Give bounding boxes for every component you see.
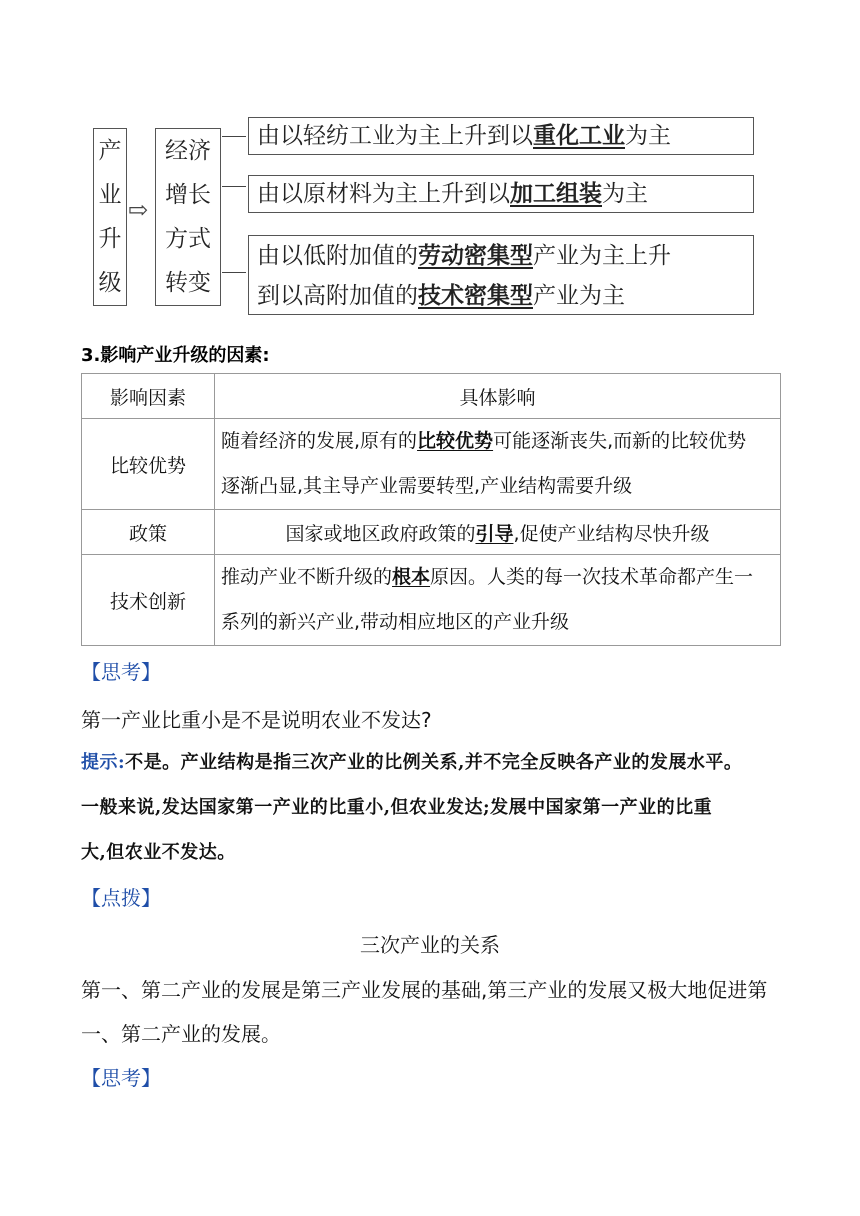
- cell-keyword: 比较优势: [417, 430, 494, 452]
- tip-text: 一、第二产业的发展。: [81, 1022, 281, 1046]
- effect-cell: [215, 419, 781, 510]
- box-char: 级: [98, 270, 122, 296]
- cell-line: [221, 419, 774, 464]
- cell-line: [221, 555, 774, 600]
- factor-cell: 政策: [82, 510, 215, 555]
- item-text: 为主: [625, 123, 671, 149]
- factors-table: [81, 373, 781, 646]
- hint-line: [81, 748, 742, 774]
- item-keyword: 劳动密集型: [418, 242, 533, 269]
- cell-keyword: 引导: [475, 522, 514, 545]
- cell-text: 随着经济的发展,原有的: [221, 430, 418, 452]
- cell-text: 可能逐渐丧失,而新的比较优势: [493, 430, 747, 452]
- think-question: 第一产业比重小是不是说明农业不发达?: [81, 708, 432, 732]
- effect-cell: [215, 510, 781, 555]
- connector-line: [222, 272, 246, 273]
- cell-text: 推动产业不断升级的: [221, 566, 393, 588]
- upgrade-item-1: [248, 117, 754, 155]
- box-char: 转变: [165, 270, 211, 296]
- cell-line: 逐渐凸显,其主导产业需要转型,产业结构需要升级: [221, 475, 633, 497]
- table-row: [82, 419, 781, 510]
- item-text: 由以原材料为主上升到以: [257, 181, 510, 207]
- box-char: 增长: [165, 182, 211, 208]
- item-line: [257, 236, 745, 276]
- growth-mode-box: [155, 128, 221, 306]
- tip-title: 三次产业的关系: [360, 933, 500, 957]
- item-text: 产业为主上升: [533, 243, 671, 269]
- hint-line: 一般来说,发达国家第一产业的比重小,但农业发达;发展中国家第一产业的比重: [81, 797, 713, 818]
- item-keyword: 加工组装: [510, 180, 602, 207]
- cell-text: 国家或地区政府政策的: [285, 522, 476, 545]
- cell-text: ,促使产业结构尽快升级: [513, 522, 710, 545]
- industry-upgrade-box: [93, 128, 127, 306]
- item-line: [257, 276, 745, 316]
- table-row: [82, 510, 781, 555]
- hint-text: 不是。产业结构是指三次产业的比例关系,并不完全反映各产业的发展水平。: [125, 752, 743, 773]
- box-char: 业: [98, 182, 122, 208]
- item-text: 由以低附加值的: [257, 243, 418, 269]
- table-row: [82, 555, 781, 646]
- item-keyword: 重化工业: [533, 122, 625, 149]
- item-keyword: 技术密集型: [418, 282, 533, 309]
- item-text: 产业为主: [533, 283, 625, 309]
- cell-text: 原因。人类的每一次技术革命都产生一: [430, 566, 754, 588]
- arrow-icon: ⇨: [128, 196, 149, 224]
- box-char: 升: [98, 226, 122, 252]
- table-header-row: [82, 374, 781, 419]
- hint-label: 提示:: [81, 752, 126, 773]
- effect-cell: [215, 555, 781, 646]
- item-text: 为主: [602, 181, 648, 207]
- item-text: 到以高附加值的: [257, 283, 418, 309]
- box-char: 经济: [165, 138, 211, 164]
- factor-cell: 技术创新: [82, 555, 215, 646]
- upgrade-item-3: [248, 235, 754, 315]
- connector-line: [222, 186, 246, 187]
- box-char: 方式: [165, 226, 211, 252]
- header-cell: 影响因素: [82, 374, 215, 419]
- section-heading: 3.影响产业升级的因素:: [81, 345, 270, 366]
- think-label: 【思考】: [81, 660, 161, 684]
- connector-line: [222, 136, 246, 137]
- cell-line: 系列的新兴产业,带动相应地区的产业升级: [221, 611, 570, 633]
- tip-label: 【点拨】: [81, 886, 161, 910]
- box-char: 产: [98, 138, 122, 164]
- tip-text: 第一、第二产业的发展是第三产业发展的基础,第三产业的发展又极大地促进第: [81, 978, 768, 1002]
- hint-line: 大,但农业不发达。: [81, 842, 236, 863]
- factor-cell: 比较优势: [82, 419, 215, 510]
- cell-keyword: 根本: [392, 566, 431, 588]
- item-text: 由以轻纺工业为主上升到以: [257, 123, 533, 149]
- upgrade-item-2: [248, 175, 754, 213]
- header-cell: 具体影响: [215, 374, 781, 419]
- think-label: 【思考】: [81, 1066, 161, 1090]
